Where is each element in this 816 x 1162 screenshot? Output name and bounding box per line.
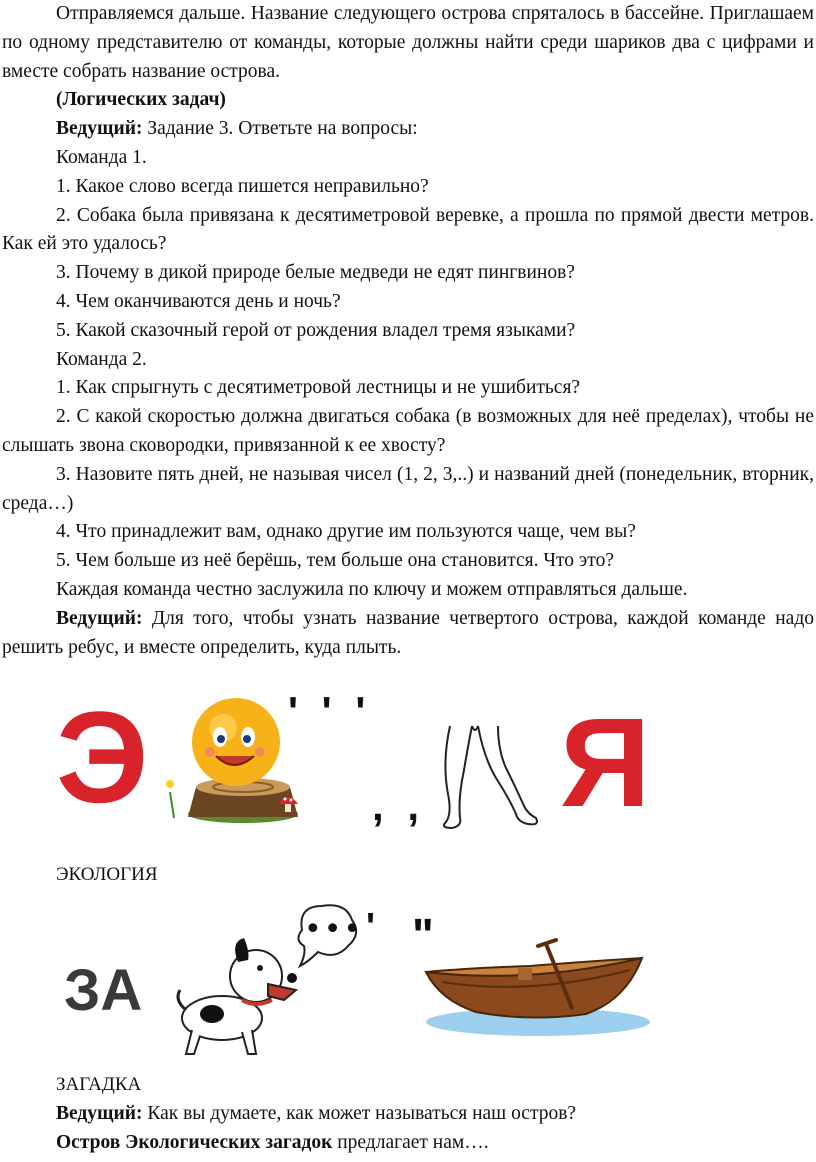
host-label: Ведущий: (56, 1103, 143, 1124)
team2-question-3: 3. Назовите пять дней, не называя чисел (1, 2, 3,..) и названий дней (понедельник, вторник, среда…) (2, 463, 814, 514)
team1-question-5: 5. Какой сказочный герой от рождения владел тремя языками? (56, 319, 576, 341)
host-label: Ведущий: (56, 118, 143, 140)
red-letter-e: Э (56, 684, 149, 830)
host-label: Ведущий: (56, 607, 143, 629)
team1-question-1: 1. Какое слово всегда пишется неправильно? (56, 175, 429, 197)
quote-mark-small: ' (366, 906, 376, 948)
team1-question-2: 2. Собака была привязана к десятиметровой веревке, а прошла по прямой двести метров. Как ей это удалось? (2, 204, 814, 255)
task3-line: Ведущий: Задание 3. Ответьте на вопросы: (56, 118, 418, 140)
team2-question-1: 1. Как спрыгнуть с десятиметровой лестницы и не ушибиться? (56, 377, 581, 399)
intro-paragraph: Отправляемся дальше. Название следующего острова спряталось в бассейне. Приглашаем по одному представителю от команды, которые должны найти среди шариков два с цифрами и вместе собрать название острова. (2, 3, 814, 82)
commas-bottom: , , (372, 782, 426, 829)
commas-top: ' ' ' (288, 688, 372, 735)
letters-za: ЗА (64, 958, 143, 1023)
team1-question-4: 4. Чем оканчиваются день и ночь? (56, 290, 341, 312)
barking-dog-icon (172, 930, 302, 1060)
legs-icon (432, 722, 550, 834)
team2-question-2: 2. С какой скоростью должна двигаться собака (в возможных для неё пределах), чтобы не слышать звона сковородки, привязанной к ее хвосту? (2, 406, 814, 456)
final-question: Ведущий: Как вы думаете, как может называться наш остров? (56, 1103, 577, 1124)
quote-mark: " (412, 909, 434, 961)
team2-question-5: 5. Чем больше из неё берёшь, тем больше она становится. Что это? (56, 550, 614, 572)
team1-question-3: 3. Почему в дикой природе белые медведи не едят пингвинов? (56, 262, 575, 284)
team1-label: Команда 1. (56, 146, 147, 168)
team2-question-4: 4. Что принадлежит вам, однако другие им пользуются чаще, чем вы? (56, 521, 636, 543)
boat-icon (420, 938, 650, 1040)
red-letter-ya: Я (560, 692, 651, 833)
rebus1-answer: ЭКОЛОГИЯ (56, 864, 158, 885)
island-line: Остров Экологических загадок предлагает нам…. (56, 1132, 489, 1153)
team2-label: Команда 2. (56, 348, 147, 370)
speech-dots: ••• (304, 912, 364, 947)
island-name: Остров Экологических загадок (56, 1132, 333, 1153)
rebus2-answer: ЗАГАДКА (56, 1074, 142, 1095)
rebus-intro: Ведущий: Для того, чтобы узнать название четвертого острова, каждой команде надо решить ребус, и вместе определить, куда плыть. (2, 607, 814, 658)
heading: (Логических задач) (56, 89, 226, 111)
closing-line: Каждая команда честно заслужила по ключу и можем отправляться дальше. (56, 578, 688, 600)
